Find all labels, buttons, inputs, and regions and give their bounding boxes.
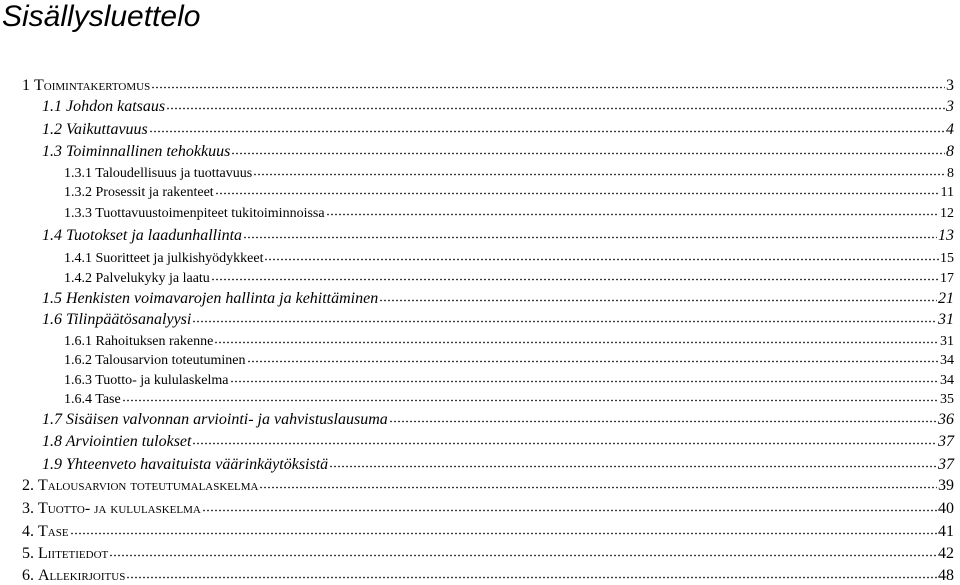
toc-entry[interactable] xyxy=(22,499,954,518)
toc-entry[interactable] xyxy=(42,226,954,245)
toc-entry-page: 8 xyxy=(947,166,954,181)
toc-entry-number: 3. xyxy=(22,500,38,517)
dot-leader xyxy=(202,498,937,512)
toc-entry-number: 1.5 xyxy=(42,290,66,307)
toc-entry-page: 36 xyxy=(938,411,954,428)
toc-entry-number: 1.6.4 xyxy=(64,392,96,407)
dot-leader xyxy=(151,75,945,89)
toc-entry-page: 3 xyxy=(946,98,954,115)
toc-entry[interactable] xyxy=(42,120,954,139)
toc-entry-title: Tase xyxy=(95,392,121,407)
toc-entry-page: 17 xyxy=(940,271,954,286)
toc-entry-number: 1.3 xyxy=(42,143,66,160)
toc-entry-title: Suoritteet ja julkishyödykkeet xyxy=(95,251,264,266)
dot-leader xyxy=(326,202,939,216)
dot-leader xyxy=(126,565,937,579)
toc-entry-number: 1.9 xyxy=(42,456,66,473)
toc-entry[interactable] xyxy=(64,370,954,390)
dot-leader xyxy=(70,521,937,535)
toc-entry-page: 31 xyxy=(940,334,954,349)
dot-leader xyxy=(192,431,937,445)
toc-entry-page: 41 xyxy=(938,523,954,540)
toc-entry-title: Tuotto- ja kululaskelma xyxy=(95,373,229,388)
toc-entry-number: 1.4 xyxy=(42,227,66,244)
toc-entry-title: Tase xyxy=(38,523,69,540)
toc-entry-page: 42 xyxy=(938,545,954,562)
toc-entry-number: 1.7 xyxy=(42,411,66,428)
dot-leader xyxy=(230,369,939,383)
dot-leader xyxy=(122,388,939,402)
toc-entry-title: Vaikuttavuus xyxy=(66,121,148,138)
toc-entry-page: 8 xyxy=(946,143,954,160)
toc-entry-title: Toiminnallinen tehokkuus xyxy=(66,143,231,160)
toc-entry-number: 1.8 xyxy=(42,433,66,450)
dot-leader xyxy=(379,288,937,302)
toc-entry-title: Allekirjoitus xyxy=(38,567,126,584)
toc-entry-page: 12 xyxy=(940,206,954,221)
toc-entry-title: Arviointien tulokset xyxy=(65,433,192,450)
toc-entry-title: Tuotto- ja kululaskelma xyxy=(38,500,201,517)
toc-entry-title: Talousarvion toteutuminen xyxy=(95,353,246,368)
toc-entry-page: 34 xyxy=(940,373,954,388)
toc-entry[interactable] xyxy=(22,544,954,563)
toc-entry-number: 1.6.1 xyxy=(64,334,96,349)
toc-entry[interactable] xyxy=(64,248,954,268)
dot-leader xyxy=(253,162,946,176)
page-title: Sisällysluettelo xyxy=(2,0,201,33)
toc-entry-title: Palvelukyky ja laatu xyxy=(95,271,210,286)
toc-entry-page: 48 xyxy=(938,567,954,584)
toc-entry-title: Tilinpäätösanalyysi xyxy=(66,311,192,328)
dot-leader xyxy=(192,309,937,323)
toc-entry-page: 13 xyxy=(938,227,954,244)
toc-entry-page: 37 xyxy=(938,456,954,473)
toc-entry-page: 4 xyxy=(946,121,954,138)
toc-entry-number: 1.3.3 xyxy=(64,206,96,221)
toc-entry-page: 11 xyxy=(940,185,954,200)
toc-entry-number: 1.6.2 xyxy=(64,353,96,368)
toc-entry[interactable] xyxy=(22,476,954,495)
dot-leader xyxy=(329,454,937,468)
toc-entry[interactable] xyxy=(64,182,954,202)
toc-entry[interactable] xyxy=(22,566,954,585)
toc-entry-title: Liitetiedot xyxy=(38,545,109,562)
dot-leader xyxy=(389,409,937,423)
dot-leader xyxy=(264,247,939,261)
toc-entry-number: 5. xyxy=(22,545,38,562)
toc-entry-number: 1.2 xyxy=(42,121,66,138)
toc-entry[interactable] xyxy=(22,522,954,541)
toc-entry-number: 6. xyxy=(22,567,38,584)
toc-entry[interactable] xyxy=(42,410,954,429)
toc-entry-number: 1.6.3 xyxy=(64,373,96,388)
toc-entry-number: 1.3.2 xyxy=(64,185,96,200)
toc-entry-number: 1 xyxy=(22,77,34,94)
toc-entry[interactable] xyxy=(64,331,954,351)
toc-entry-title: Taloudellisuus ja tuottavuus xyxy=(95,166,253,181)
dot-leader xyxy=(243,225,937,239)
toc-entry[interactable] xyxy=(42,97,954,116)
dot-leader xyxy=(215,181,940,195)
dot-leader xyxy=(166,96,945,110)
toc-entry[interactable] xyxy=(42,455,954,474)
dot-leader xyxy=(214,330,939,344)
toc-entry-title: Tuotokset ja laadunhallinta xyxy=(66,227,243,244)
toc-entry[interactable] xyxy=(64,163,954,183)
toc-entry-title: Yhteenveto havaituista väärinkäytöksistä xyxy=(66,456,329,473)
toc-entry[interactable] xyxy=(64,203,954,223)
toc-entry[interactable] xyxy=(64,389,954,409)
toc-entry[interactable] xyxy=(64,350,954,370)
dot-leader xyxy=(211,267,939,281)
toc-entry-title: Prosessit ja rakenteet xyxy=(95,185,214,200)
toc-entry[interactable] xyxy=(42,289,954,308)
dot-leader xyxy=(231,141,945,155)
toc-entry-title: Toimintakertomus xyxy=(34,77,151,94)
toc-entry[interactable] xyxy=(42,432,954,451)
toc-entry-page: 39 xyxy=(938,477,954,494)
toc-entry-number: 1.1 xyxy=(42,98,66,115)
toc-entry-number: 1.6 xyxy=(42,311,66,328)
toc-entry-page: 31 xyxy=(938,311,954,328)
toc-entry-page: 21 xyxy=(938,290,954,307)
toc-entry-page: 3 xyxy=(946,77,954,94)
toc-entry-number: 1.4.2 xyxy=(64,271,96,286)
toc-entry-title: Talousarvion toteutumalaskelma xyxy=(38,477,259,494)
toc-entry-title: Henkisten voimavarojen hallinta ja kehittäminen xyxy=(66,290,379,307)
toc-entry[interactable] xyxy=(22,76,954,95)
toc-entry-page: 40 xyxy=(938,500,954,517)
toc-entry-title: Tuottavuustoimenpiteet tukitoiminnoissa xyxy=(95,206,325,221)
dot-leader xyxy=(149,119,945,133)
toc-entry[interactable] xyxy=(42,142,954,161)
toc-entry-page: 37 xyxy=(938,433,954,450)
toc-entry[interactable] xyxy=(42,310,954,329)
dot-leader xyxy=(109,543,937,557)
toc-entry-page: 35 xyxy=(940,392,954,407)
toc-entry-title: Johdon katsaus xyxy=(66,98,166,115)
dot-leader xyxy=(247,349,939,363)
toc-entry-number: 2. xyxy=(22,477,38,494)
toc-entry-number: 4. xyxy=(22,523,38,540)
toc-entry-title: Sisäisen valvonnan arviointi- ja vahvistuslausuma xyxy=(66,411,388,428)
toc-entry-title: Rahoituksen rakenne xyxy=(95,334,214,349)
toc-entry-page: 15 xyxy=(940,251,954,266)
toc-entry-page: 34 xyxy=(940,353,954,368)
toc-entry-number: 1.4.1 xyxy=(64,251,96,266)
toc-entry-number: 1.3.1 xyxy=(64,166,96,181)
dot-leader xyxy=(259,475,937,489)
toc-entry[interactable] xyxy=(64,268,954,288)
